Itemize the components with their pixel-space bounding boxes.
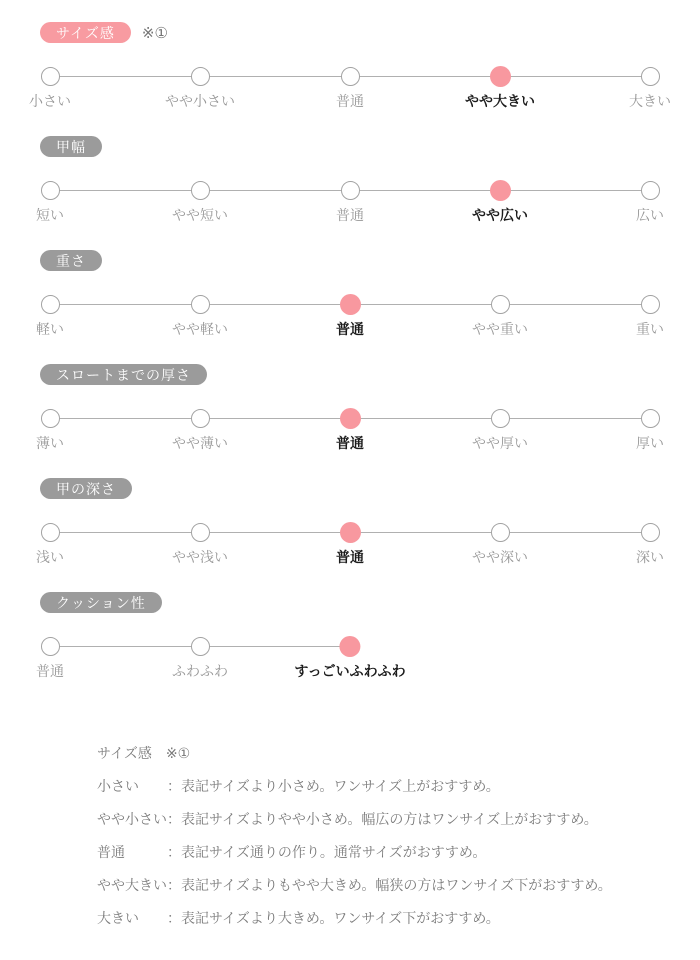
scale-section <box>0 22 700 111</box>
scale-option-label: やや深い <box>472 549 528 565</box>
scale-option-label: ふわふわ <box>172 663 228 679</box>
legend-item <box>97 908 680 928</box>
scale-option-label: すっごいふわふわ <box>294 663 406 679</box>
scale-track <box>36 521 664 567</box>
scale-point <box>472 179 528 225</box>
selected-dot <box>490 180 511 201</box>
scale-track <box>36 293 664 339</box>
legend-colon: ： <box>167 811 181 827</box>
scale-option-label: やや大きい <box>465 93 535 109</box>
unselected-dot <box>641 295 660 314</box>
legend-colon: ： <box>167 910 181 926</box>
legend-description: 表記サイズよりもやや大きめ。幅狭の方はワンサイズ下がおすすめ。 <box>181 877 612 893</box>
scale-option-label: 大きい <box>629 93 671 109</box>
scale-point <box>172 407 228 453</box>
scale-point <box>336 65 364 111</box>
legend-term: 大きい <box>97 910 139 926</box>
unselected-dot <box>41 67 60 86</box>
scale-option-label: 普通 <box>336 321 364 337</box>
scale-option-label: 厚い <box>636 435 664 451</box>
unselected-dot <box>191 181 210 200</box>
scale-option-label: 薄い <box>36 435 64 451</box>
legend-item <box>97 875 680 895</box>
scale-option-label: 重い <box>636 321 664 337</box>
note-ref: ※① <box>141 24 168 42</box>
unselected-dot <box>641 181 660 200</box>
scale-badge: 甲幅 <box>40 136 102 157</box>
scale-option-label: 普通 <box>36 663 64 679</box>
scale-option-label: 普通 <box>336 549 364 565</box>
scale-track <box>36 635 650 681</box>
scale-point <box>336 179 364 225</box>
scale-point <box>172 521 228 567</box>
scale-option-label: 普通 <box>336 207 364 223</box>
unselected-dot <box>41 295 60 314</box>
scale-header <box>40 364 700 385</box>
scale-option-label: やや重い <box>472 321 528 337</box>
scale-badge: 重さ <box>40 250 102 271</box>
scale-section <box>0 250 700 339</box>
unselected-dot <box>191 637 210 656</box>
scale-point <box>294 635 405 681</box>
legend-description: 表記サイズより大きめ。ワンサイズ下がおすすめ。 <box>181 910 500 926</box>
scale-option-label: 軽い <box>36 321 64 337</box>
scale-option-label: 浅い <box>36 549 64 565</box>
unselected-dot <box>191 295 210 314</box>
scale-point <box>336 407 364 453</box>
scale-badge: サイズ感 <box>40 22 131 43</box>
scale-section <box>0 592 700 681</box>
selected-dot <box>340 522 361 543</box>
scale-option-label: やや広い <box>472 207 528 223</box>
scale-point <box>629 65 671 111</box>
scale-point <box>165 65 235 111</box>
selected-dot <box>340 294 361 315</box>
legend-term: 小さい <box>97 778 139 794</box>
scale-section <box>0 136 700 225</box>
scale-option-label: 普通 <box>336 435 364 451</box>
unselected-dot <box>41 409 60 428</box>
scale-badge: スロートまでの厚さ <box>40 364 207 385</box>
unselected-dot <box>491 295 510 314</box>
scale-option-label: やや小さい <box>165 93 235 109</box>
scale-section <box>0 478 700 567</box>
scale-point <box>29 65 71 111</box>
scale-point <box>172 179 228 225</box>
scale-point <box>36 521 64 567</box>
legend-term: やや大きい <box>97 877 167 893</box>
scale-section <box>0 364 700 453</box>
legend-colon: ： <box>167 877 181 893</box>
scale-point <box>465 65 535 111</box>
scale-point <box>336 521 364 567</box>
unselected-dot <box>341 181 360 200</box>
scale-point <box>336 293 364 339</box>
legend-item <box>97 842 680 862</box>
selected-dot <box>340 408 361 429</box>
unselected-dot <box>341 67 360 86</box>
scale-option-label: 普通 <box>336 93 364 109</box>
scales <box>0 22 700 681</box>
scale-track <box>36 179 664 225</box>
scale-point <box>172 635 228 681</box>
legend-colon: ： <box>167 778 181 794</box>
scale-point <box>636 407 664 453</box>
scale-point <box>472 293 528 339</box>
unselected-dot <box>41 523 60 542</box>
scale-badge: 甲の深さ <box>40 478 132 499</box>
unselected-dot <box>491 523 510 542</box>
scale-option-label: やや軽い <box>172 321 228 337</box>
legend-colon: ： <box>167 844 181 860</box>
unselected-dot <box>641 67 660 86</box>
legend-items <box>97 776 680 928</box>
scale-track <box>36 407 664 453</box>
scale-header <box>40 22 700 43</box>
scale-point <box>472 521 528 567</box>
selected-dot <box>490 66 511 87</box>
scale-header <box>40 592 700 613</box>
legend-term: 普通 <box>97 844 125 860</box>
legend-title-row <box>97 743 680 763</box>
unselected-dot <box>191 523 210 542</box>
scale-point <box>36 293 64 339</box>
scale-point <box>636 179 664 225</box>
legend-note-ref: ※① <box>165 745 191 761</box>
scale-point <box>36 635 64 681</box>
scale-option-label: やや短い <box>172 207 228 223</box>
scale-option-label: やや浅い <box>172 549 228 565</box>
legend-description: 表記サイズ通りの作り。通常サイズがおすすめ。 <box>181 844 487 860</box>
scale-option-label: やや厚い <box>472 435 528 451</box>
unselected-dot <box>41 637 60 656</box>
legend-description: 表記サイズより小さめ。ワンサイズ上がおすすめ。 <box>181 778 500 794</box>
legend-description: 表記サイズよりやや小さめ。幅広の方はワンサイズ上がおすすめ。 <box>181 811 598 827</box>
legend-item <box>97 809 680 829</box>
scale-point <box>472 407 528 453</box>
scale-point <box>636 521 664 567</box>
unselected-dot <box>41 181 60 200</box>
legend-term: やや小さい <box>97 811 167 827</box>
scale-option-label: 広い <box>636 207 664 223</box>
scale-header <box>40 136 700 157</box>
unselected-dot <box>191 67 210 86</box>
scale-header <box>40 478 700 499</box>
scale-point <box>636 293 664 339</box>
scale-option-label: 小さい <box>29 93 71 109</box>
legend-item <box>97 776 680 796</box>
unselected-dot <box>641 409 660 428</box>
legend <box>0 743 700 928</box>
scale-option-label: 深い <box>636 549 664 565</box>
legend-title: サイズ感 <box>97 745 152 761</box>
scale-badge: クッション性 <box>40 592 162 613</box>
unselected-dot <box>191 409 210 428</box>
scale-header <box>40 250 700 271</box>
scale-point <box>36 179 64 225</box>
scale-track <box>29 65 671 111</box>
scale-point <box>36 407 64 453</box>
unselected-dot <box>491 409 510 428</box>
unselected-dot <box>641 523 660 542</box>
selected-dot <box>339 636 360 657</box>
scale-option-label: 短い <box>36 207 64 223</box>
scale-point <box>172 293 228 339</box>
scale-option-label: やや薄い <box>172 435 228 451</box>
